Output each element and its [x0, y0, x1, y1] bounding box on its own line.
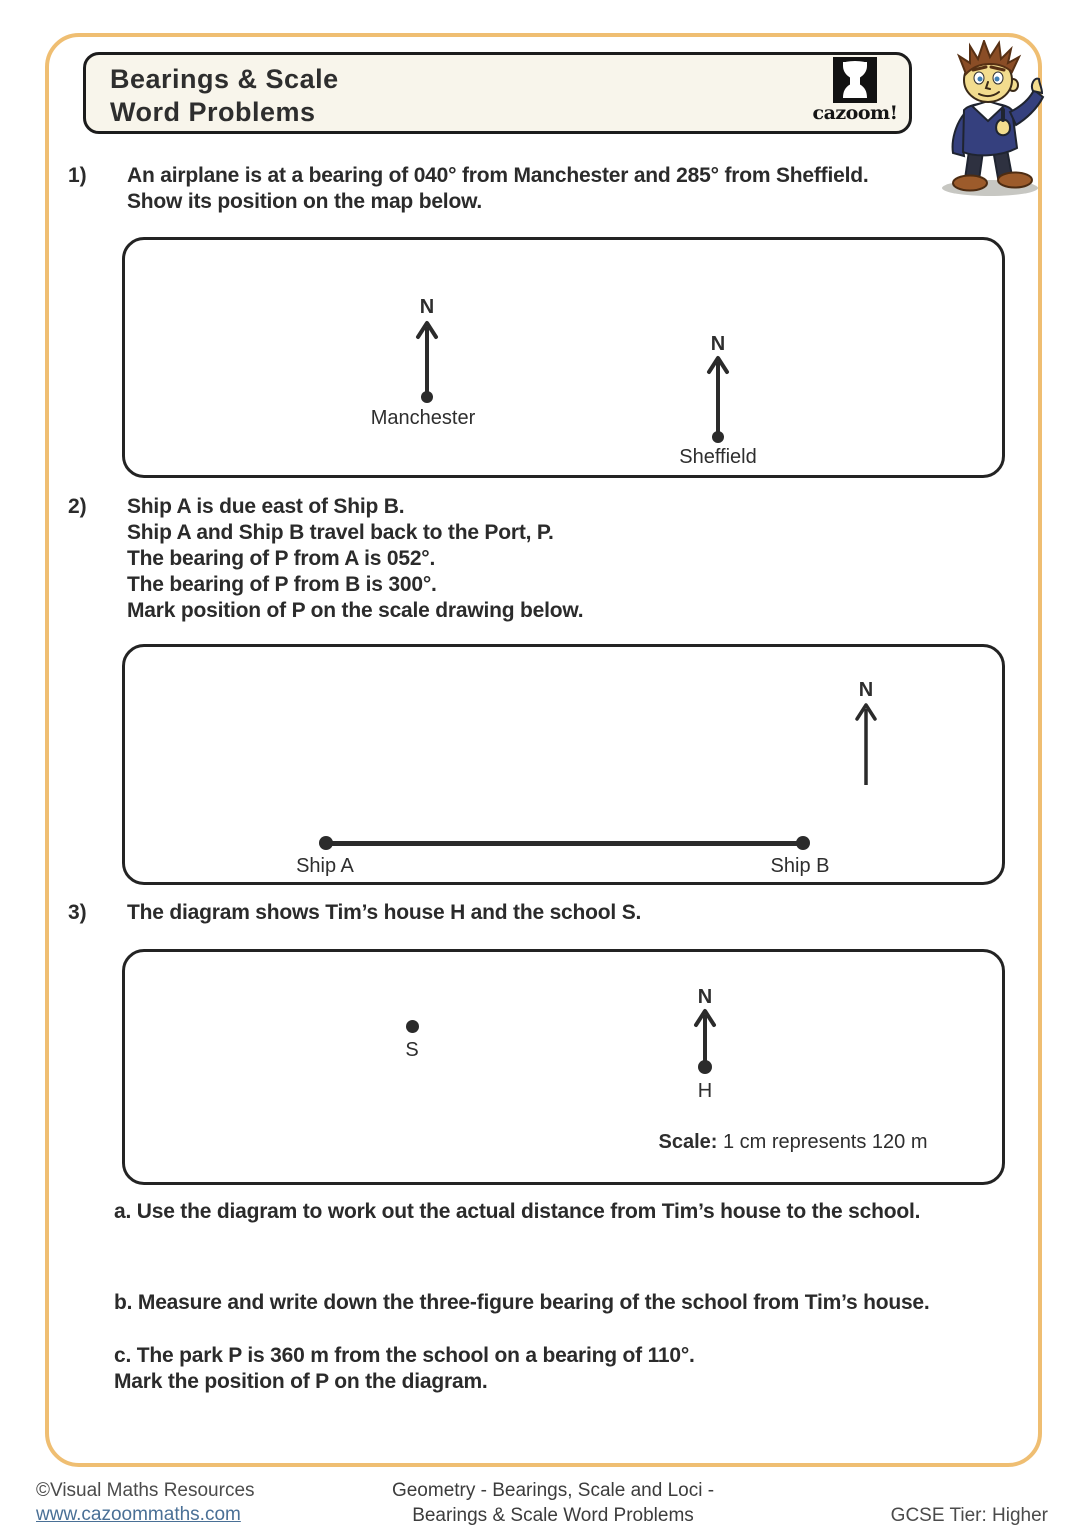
- q3-part-b: b. Measure and write down the three-figure bearing of the school from Tim’s house.: [114, 1291, 930, 1314]
- q2-text-line5: Mark position of P on the scale drawing below.: [127, 599, 584, 622]
- q1-text-line1: An airplane is at a bearing of 040° from Manchester and 285° from Sheffield.: [127, 164, 869, 187]
- place-label-sheffield: Sheffield: [679, 446, 757, 468]
- place-label-ship-a: Ship A: [296, 855, 354, 877]
- point-marker-sheffield: [712, 431, 724, 443]
- q2-number: 2): [68, 495, 87, 518]
- point-marker-ship-b: [796, 836, 810, 850]
- q1-diagram-box: [122, 237, 1005, 478]
- q3-part-a: a. Use the diagram to work out the actual distance from Tim’s house to the school.: [114, 1200, 921, 1223]
- q2-north-label: N: [858, 679, 874, 701]
- q1-north-label-sheffield: N: [710, 333, 726, 355]
- north-arrow-icon: [852, 699, 880, 787]
- scale-note-value: 1 cm represents 120 m: [717, 1131, 928, 1153]
- title-box: [83, 52, 912, 134]
- point-marker-school: [406, 1020, 419, 1033]
- footer-website-link[interactable]: www.cazoommaths.com: [36, 1504, 241, 1525]
- q2-text-line1: Ship A is due east of Ship B.: [127, 495, 405, 518]
- north-arrow-icon: [704, 353, 732, 435]
- cazoom-wordmark: cazoom!: [812, 102, 898, 124]
- place-label-manchester: Manchester: [370, 407, 476, 429]
- q2-text-line4: The bearing of P from B is 300°.: [127, 573, 437, 596]
- q2-text-line2: Ship A and Ship B travel back to the Port, P.: [127, 521, 554, 544]
- ship-connector-line: [326, 841, 803, 846]
- page-title-line2: Word Problems: [110, 97, 316, 127]
- q1-number: 1): [68, 164, 87, 187]
- q3-north-label: N: [697, 986, 713, 1008]
- q1-text-line2: Show its position on the map below.: [127, 190, 483, 213]
- footer-topic-line2: Bearings & Scale Word Problems: [412, 1505, 694, 1526]
- scale-note: [628, 1131, 958, 1154]
- q3-text-line1: The diagram shows Tim’s house H and the school S.: [127, 901, 642, 924]
- footer-topic-line1: Geometry - Bearings, Scale and Loci -: [391, 1480, 715, 1501]
- page-title-line1: Bearings & Scale: [110, 64, 339, 94]
- point-marker-ship-a: [319, 836, 333, 850]
- place-label-ship-b: Ship B: [770, 855, 830, 877]
- q1-north-label-manchester: N: [419, 296, 435, 318]
- mascot-boy-illustration: [920, 40, 1068, 198]
- point-marker-house: [698, 1060, 712, 1074]
- north-arrow-icon: [691, 1006, 719, 1066]
- q3-part-c-line2: Mark the position of P on the diagram.: [114, 1370, 488, 1393]
- cazoom-drum-icon: [833, 57, 877, 103]
- north-arrow-icon: [413, 317, 441, 401]
- scale-note-label: Scale:: [658, 1131, 718, 1153]
- point-marker-manchester: [421, 391, 433, 403]
- place-label-school: S: [405, 1039, 419, 1061]
- q2-text-line3: The bearing of P from A is 052°.: [127, 547, 436, 570]
- footer-copyright: ©Visual Maths Resources: [36, 1480, 255, 1501]
- q3-part-c-line1: c. The park P is 360 m from the school on a bearing of 110°.: [114, 1344, 695, 1367]
- q3-number: 3): [68, 901, 87, 924]
- place-label-house: H: [697, 1080, 713, 1102]
- footer-tier: GCSE Tier: Higher: [890, 1505, 1048, 1526]
